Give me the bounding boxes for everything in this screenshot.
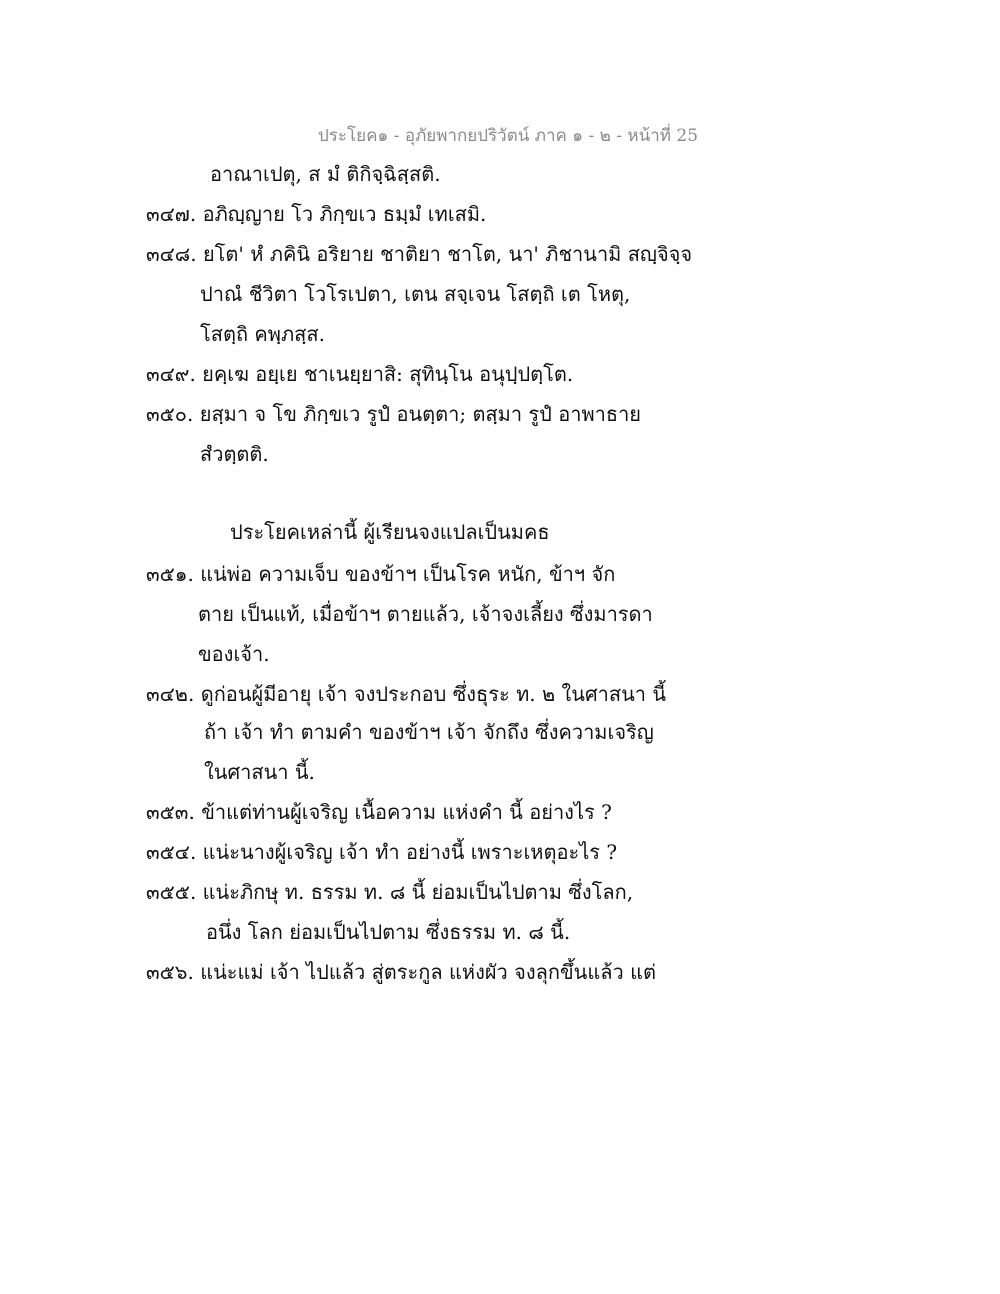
text-line: ๓๕๐. ยสฺมา จ โข ภิกฺขเว รูปํ อนตฺตา; ตสฺมา รูปํ อาพาธาย: [146, 402, 642, 426]
text-line: ตาย เป็นแท้, เมื่อข้าฯ ตายแล้ว, เจ้าจงเลี้ยง ซึ่งมารดา: [198, 602, 653, 626]
text-line: อนึ่ง โลก ย่อมเป็นไปตาม ซึ่งธรรม ท. ๘ นี้.: [206, 920, 571, 944]
text-line: ถ้า เจ้า ทำ ตามคำ ของข้าฯ เจ้า จักถึง ซึ่งความเจริญ: [204, 720, 654, 744]
text-line: ๓๔๙. ยคฺเฆ อยฺเย ชาเนยฺยาสิ: สุทินฺโน อนุปฺปตฺโต.: [146, 362, 574, 386]
text-line: ๓๔๗. อภิญฺญาย โว ภิกฺขเว ธมฺมํ เทเสมิ.: [146, 202, 487, 226]
text-line: ๓๕๓. ข้าแต่ท่านผู้เจริญ เนื้อความ แห่งคำ นี้ อย่างไร ?: [146, 800, 612, 824]
text-line: โสตฺถิ คพฺภสฺส.: [200, 322, 325, 346]
text-line: ๓๔๒. ดูก่อนผู้มีอายุ เจ้า จงประกอบ ซึ่งธุระ ท. ๒ ในศาสนา นี้: [146, 682, 667, 706]
text-line: อาณาเปตุ, ส มํ ติกิจฺฉิสฺสติ.: [210, 162, 441, 186]
text-line: ปาณํ ชีวิตา โวโรเปตา, เตน สจฺเจน โสตฺถิ เต โหตุ,: [200, 282, 631, 306]
text-line: ๓๕๕. แน่ะภิกษุ ท. ธรรม ท. ๘ นี้ ย่อมเป็นไปตาม ซึ่งโลก,: [146, 880, 634, 904]
text-line: สํวตฺตติ.: [200, 442, 269, 466]
running-header-text: ประโยค๑ - อุภัยพากยปริวัตน์ ภาค ๑ - ๒ - หน้าที่ 25: [318, 126, 699, 146]
text-line: ในศาสนา นี้.: [204, 760, 315, 784]
text-line: ๓๕๑. แน่พ่อ ความเจ็บ ของข้าฯ เป็นโรค หนัก, ข้าฯ จัก: [146, 562, 616, 586]
text-line: ๓๔๘. ยโต' หํ ภคินิ อริยาย ชาติยา ชาโต, นา' ภิชานามิ สญฺจิจฺจ: [146, 242, 693, 266]
section-heading: ประโยคเหล่านี้ ผู้เรียนจงแปลเป็นมคธ: [230, 520, 550, 544]
text-line: ๓๕๖. แน่ะแม่ เจ้า ไปแล้ว สู่ตระกูล แห่งผัว จงลุกขึ้นแล้ว แต่: [146, 960, 656, 984]
text-line: ของเจ้า.: [198, 642, 270, 666]
text-line: ๓๕๔. แน่ะนางผู้เจริญ เจ้า ทำ อย่างนี้ เพราะเหตุอะไร ?: [146, 840, 618, 864]
